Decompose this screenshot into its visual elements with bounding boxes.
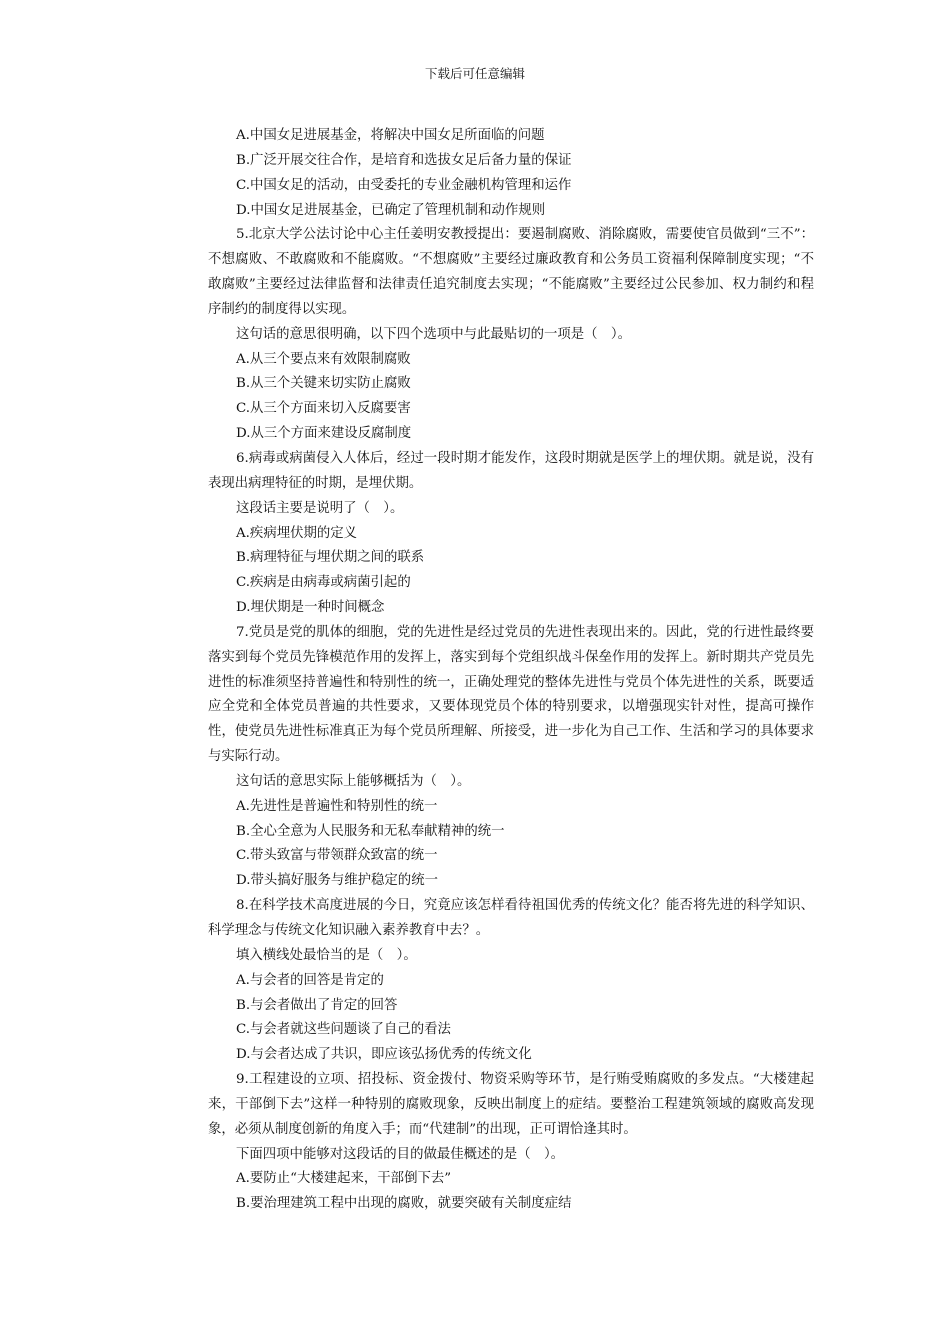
option-b: B.要治理建筑工程中出现的腐败，就要突破有关制度症结 xyxy=(236,1196,572,1212)
option-b: B.从三个关键来切实防止腐败 xyxy=(236,376,411,392)
option-c: C.带头致富与带领群众致富的统一 xyxy=(236,848,438,864)
option-d: D.从三个方面来建设反腐制度 xyxy=(236,426,412,442)
page-header: 下载后可任意编辑 xyxy=(424,66,525,81)
option-c: C.中国女足的活动，由受委托的专业金融机构管理和运作 xyxy=(236,177,572,193)
option-b: B.病理特征与埋伏期之间的联系 xyxy=(236,550,425,566)
question-9-prompt: 下面四项中能够对这段话的目的做最佳概述的是（ ）。 xyxy=(236,1146,565,1162)
question-9-passage: 9.工程建设的立项、招投标、资金拨付、物资采购等环节，是行贿受贿腐败的多发点。“大楼建起来，干部倒下去”这样一种特别的腐败现象，反映出制度上的症结。要整治工程建筑领域的腐败高发现象，必须从制度创新的角度入手；而“代建制”的出现，正可谓恰逢其时。 xyxy=(208,1072,814,1137)
option-d: D.与会者达成了共识，即应该弘扬优秀的传统文化 xyxy=(236,1047,532,1063)
option-b: B.广泛开展交往合作，是培育和选拔女足后备力量的保证 xyxy=(236,152,572,168)
option-a: A.与会者的回答是肯定的 xyxy=(236,972,384,988)
option-c: C.疾病是由病毒或病菌引起的 xyxy=(236,575,411,591)
option-d: D.中国女足进展基金，已确定了管理机制和动作规则 xyxy=(236,202,546,218)
question-8-prompt: 填入横线处最恰当的是（ ）。 xyxy=(236,947,417,963)
question-7-prompt: 这句话的意思实际上能够概括为（ ）。 xyxy=(236,773,471,789)
document-body xyxy=(208,124,814,1217)
question-6-passage: 6.病毒或病菌侵入人体后，经过一段时期才能发作，这段时期就是医学上的埋伏期。就是说，没有表现出病理特征的时期，是埋伏期。 xyxy=(208,450,814,491)
option-b: B.全心全意为人民服务和无私奉献精神的统一 xyxy=(236,823,505,839)
option-a: A.从三个要点来有效限制腐败 xyxy=(236,351,411,367)
option-d: D.埋伏期是一种时间概念 xyxy=(236,600,385,616)
question-5-prompt: 这句话的意思很明确，以下四个选项中与此最贴切的一项是（ ）。 xyxy=(236,326,632,342)
question-5-passage: 5.北京大学公法讨论中心主任姜明安教授提出：要遏制腐败、消除腐败，需要使官员做到“三不”：不想腐败、不敢腐败和不能腐败。“不想腐败”主要经过廉政教育和公务员工资福利保障制度实现；“不敢腐败”主要经过法律监督和法律责任追究制度去实现；“不能腐败”主要经过公民参加、权力制约和程序制约的制度得以实现。 xyxy=(208,227,814,317)
option-c: C.与会者就这些问题谈了自己的看法 xyxy=(236,1022,451,1038)
option-c: C.从三个方面来切入反腐要害 xyxy=(236,401,411,417)
option-a: A.先进性是普遍性和特别性的统一 xyxy=(236,798,438,814)
option-d: D.带头搞好服务与维护稳定的统一 xyxy=(236,873,438,889)
option-a: A.中国女足进展基金，将解决中国女足所面临的问题 xyxy=(236,128,545,143)
option-b: B.与会者做出了肯定的回答 xyxy=(236,997,398,1013)
option-a: A.要防止“大楼建起来，干部倒下去” xyxy=(236,1171,452,1187)
question-7-passage: 7.党员是党的肌体的细胞，党的先进性是经过党员的先进性表现出来的。因此，党的行进性最终要落实到每个党员先锋模范作用的发挥上，落实到每个党组织战斗保垒作用的发挥上。新时期共产党员先进性的标准须坚持普遍性和特别性的统一，正确处理党的整体先进性与党员个体先进性的关系，既要适应全党和全体党员普遍的共性要求，又要体现党员个体的特别要求，以增强现实针对性，提高可操作性，使党员先进性标准真正为每个党员所理解、所接受，进一步化为自己工作、生活和学习的具体要求与实际行动。 xyxy=(208,624,814,765)
option-a: A.疾病埋伏期的定义 xyxy=(236,525,358,541)
question-6-prompt: 这段话主要是说明了（ ）。 xyxy=(236,500,404,516)
question-8-passage: 8.在科学技术高度进展的今日，究竟应该怎样看待祖国优秀的传统文化？能否将先进的科学知识、科学理念与传统文化知识融入素养教育中去？。 xyxy=(208,898,814,938)
